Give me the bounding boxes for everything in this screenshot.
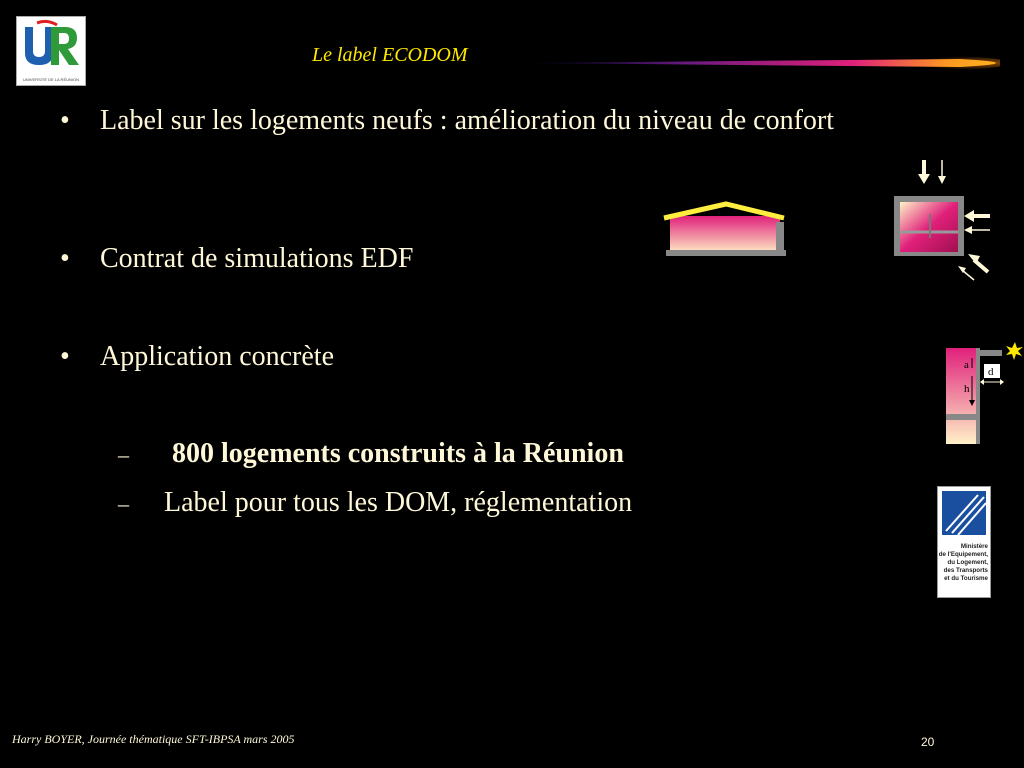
ministry-line: et du Tourisme bbox=[944, 575, 988, 582]
ministry-line: du Logement, bbox=[947, 559, 988, 566]
bullet-item bbox=[60, 102, 900, 178]
sub-bullet-marker: – bbox=[118, 491, 129, 516]
ministry-emblem-icon bbox=[938, 487, 990, 539]
ministry-line: des Transports bbox=[943, 567, 988, 574]
slide-title: Le label ECODOM bbox=[312, 44, 468, 66]
sub-bullet-marker: – bbox=[118, 442, 129, 467]
bullet-marker: • bbox=[60, 105, 70, 136]
ur-logo-icon bbox=[17, 17, 85, 73]
label-a: a bbox=[964, 359, 969, 371]
bullet-text: Label sur les logements neufs : amélioration du niveau de confort bbox=[100, 105, 835, 136]
ministry-logo bbox=[937, 486, 991, 598]
page-number: 20 bbox=[921, 735, 935, 749]
bullet-marker: • bbox=[60, 243, 70, 274]
sun-icon bbox=[1006, 342, 1023, 360]
wall-section-diagram bbox=[940, 338, 1024, 446]
sub-bullet-text: 800 logements construits à la Réunion bbox=[172, 438, 624, 469]
ministry-text bbox=[938, 543, 990, 583]
wall-window-illustration bbox=[890, 156, 994, 282]
sub-bullet-text: Label pour tous les DOM, réglementation bbox=[164, 487, 633, 518]
roof-house-illustration bbox=[662, 200, 788, 260]
footer-text: Harry BOYER, Journée thématique SFT-IBPSA mars 2005 bbox=[12, 732, 295, 746]
ministry-line: de l'Equipement, bbox=[938, 551, 988, 558]
bullet-marker: • bbox=[60, 341, 70, 372]
bullet-text: Contrat de simulations EDF bbox=[100, 243, 414, 274]
label-h: h bbox=[964, 383, 970, 395]
bullet-item bbox=[60, 338, 900, 376]
label-d: d bbox=[988, 366, 994, 378]
ministry-line: Ministère bbox=[960, 543, 988, 550]
logo-caption: UNIVERSITÉ DE LA RÉUNION bbox=[22, 77, 79, 82]
bullet-text: Application concrète bbox=[100, 341, 335, 372]
university-logo bbox=[16, 16, 86, 86]
comet-decoration bbox=[520, 56, 1000, 70]
